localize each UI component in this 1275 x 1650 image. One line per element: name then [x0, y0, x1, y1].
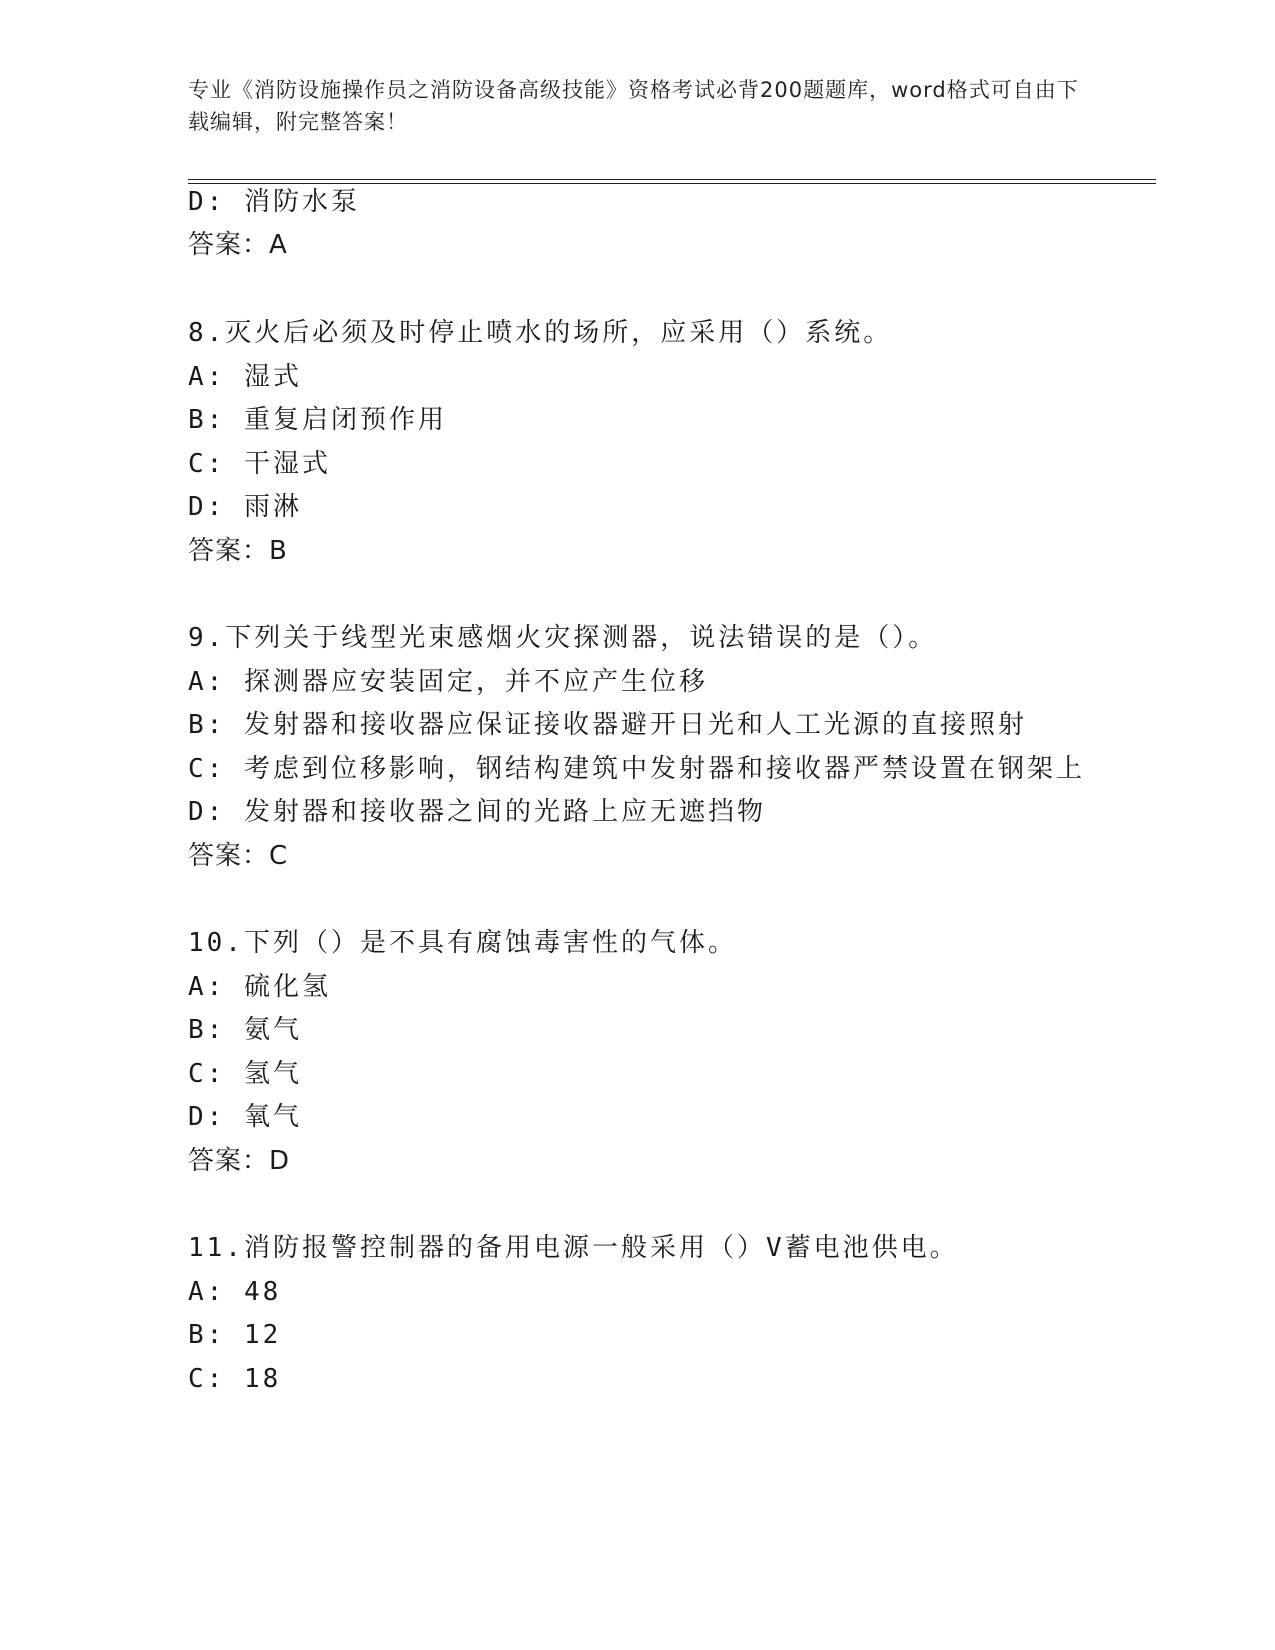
- question-8-option-b: B: 重复启闭预作用: [188, 405, 447, 435]
- prev-option-d: D: 消防水泵: [188, 187, 360, 217]
- question-10-answer: 答案：D: [188, 1146, 291, 1176]
- question-8-stem: 8.灭火后必须及时停止喷水的场所，应采用（）系统。: [188, 318, 893, 348]
- question-11-stem: 11.消防报警控制器的备用电源一般采用（）V蓄电池供电。: [188, 1233, 959, 1263]
- question-9-option-d: D: 发射器和接收器之间的光路上应无遮挡物: [188, 797, 766, 827]
- question-9-option-c: C: 考虑到位移影响，钢结构建筑中发射器和接收器严禁设置在钢架上: [188, 754, 1085, 784]
- question-9-answer: 答案：C: [188, 841, 289, 871]
- header-rule-bottom: [188, 183, 1156, 184]
- document-header: 专业《消防设施操作员之消防设备高级技能》资格考试必背200题题库，word格式可自由下载编辑，附完整答案！: [188, 78, 1079, 134]
- question-10-option-a: A: 硫化氢: [188, 972, 331, 1002]
- question-10-option-c: C: 氢气: [188, 1059, 302, 1089]
- question-9-stem: 9.下列关于线型光束感烟火灾探测器，说法错误的是（）。: [188, 623, 938, 653]
- question-8-option-d: D: 雨淋: [188, 492, 302, 522]
- header-rule-top: [188, 179, 1156, 180]
- prev-answer: 答案：A: [188, 230, 288, 260]
- question-8-option-c: C: 干湿式: [188, 449, 331, 479]
- question-9-option-b: B: 发射器和接收器应保证接收器避开日光和人工光源的直接照射: [188, 710, 1027, 740]
- question-8-option-a: A: 湿式: [188, 362, 302, 392]
- question-8-answer: 答案：B: [188, 536, 288, 566]
- question-11-option-b: B: 12: [188, 1320, 282, 1350]
- question-10-option-b: B: 氨气: [188, 1015, 302, 1045]
- question-10-stem: 10.下列（）是不具有腐蚀毒害性的气体。: [188, 928, 737, 958]
- question-11-option-c: C: 18: [188, 1364, 282, 1394]
- question-10-option-d: D: 氧气: [188, 1102, 302, 1132]
- question-9-option-a: A: 探测器应安装固定，并不应产生位移: [188, 667, 708, 697]
- question-11-option-a: A: 48: [188, 1277, 282, 1307]
